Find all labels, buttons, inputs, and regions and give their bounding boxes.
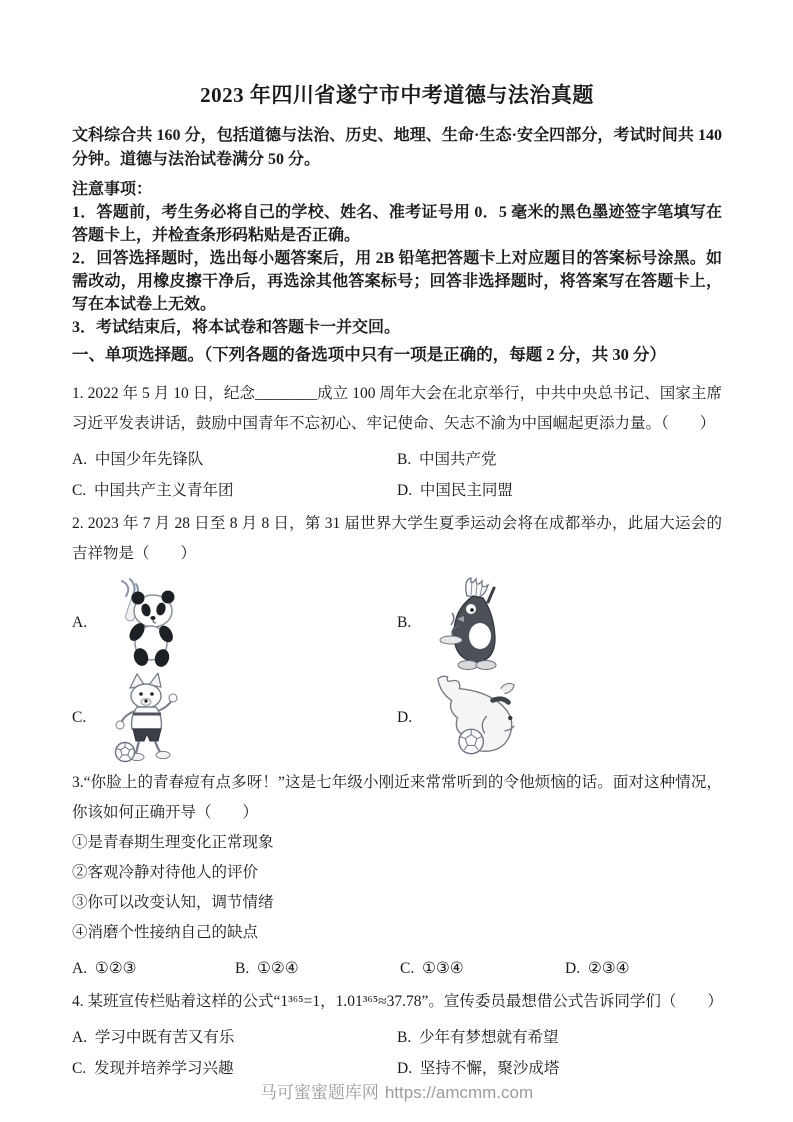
q3-option-d-label: D. — [565, 960, 581, 977]
question-1-stem: 1. 2022 年 5 月 10 日，纪念________成立 100 周年大会在北京举行，中共中央总书记、国家主席习近平发表讲话，鼓励中国青年不忘初心、牢记使命、矢志不渝为中国崛起更添力量。（ ） — [72, 385, 722, 432]
q3-option-a-text: ①②③ — [94, 960, 137, 977]
q4-option-b-label: B. — [397, 1029, 412, 1046]
footer-site-url: https://amcmm.com — [384, 1083, 534, 1102]
q1-option-d-text: 中国民主同盟 — [419, 482, 513, 499]
q3-option-b-text: ①②④ — [256, 960, 299, 977]
q1-option-d-label: D. — [397, 482, 413, 499]
q3-option-d-text: ②③④ — [587, 960, 630, 977]
q2-option-b-label: B. — [397, 614, 412, 631]
q3-statement-4: ④消磨个性接纳自己的缺点 — [72, 924, 259, 941]
note-3: 3．考试结束后，将本试卷和答题卡一并交回。 — [72, 319, 401, 336]
q3-option-b-label: B. — [235, 960, 250, 977]
question-2-stem: 2. 2023 年 7 月 28 日至 8 月 8 日，第 31 届世界大学生夏季运动会将在成都举办，此届大运会的吉祥物是（ ） — [72, 515, 722, 562]
question-3-options — [72, 953, 722, 984]
question-4-options — [72, 1022, 722, 1084]
q3-statement-3: ③你可以改变认知，调节情绪 — [72, 894, 274, 911]
q1-option-c-text: 中国共产主义青年团 — [93, 482, 234, 499]
q4-option-b-text: 少年有梦想就有希望 — [418, 1029, 559, 1046]
q1-option-d — [397, 475, 722, 506]
q2-option-d-label: D. — [397, 709, 413, 726]
q2-option-d — [397, 671, 722, 765]
question-4-stem: 4. 某班宣传栏贴着这样的公式“1³⁶⁵=1，1.01³⁶⁵≈37.78”。宣传委员最想借公式告诉同学们（ ） — [72, 993, 723, 1010]
q3-statement-2: ②客观冷静对待他人的评价 — [72, 864, 259, 881]
q4-option-c-text: 发现并培养学习兴趣 — [93, 1060, 234, 1077]
q3-option-a-label: A. — [72, 960, 88, 977]
q2-option-b — [397, 575, 722, 671]
q1-option-a — [72, 444, 397, 475]
question-2-image-options — [72, 575, 722, 765]
footer-site-name: 马可蜜蜜题库网 — [259, 1083, 379, 1102]
q4-option-d-text: 坚持不懈，聚沙成塔 — [419, 1060, 560, 1077]
bird-chef-mascot-image — [431, 576, 511, 671]
note-1: 1．答题前，考生务必将自己的学校、姓名、准考证号用 0．5 毫米的黑色墨迹签字笔填写在答题卡上，并检查条形码粘贴是否正确。 — [72, 204, 722, 244]
q2-option-c-label: C. — [72, 709, 87, 726]
q2-option-c — [72, 671, 397, 765]
q4-option-b — [397, 1022, 722, 1053]
q4-option-d-label: D. — [397, 1060, 413, 1077]
q4-option-a-text: 学习中既有苦又有乐 — [94, 1029, 235, 1046]
note-2: 2．回答选择题时，选出每小题答案后，用 2B 铅笔把答题卡上对应题目的答案标号涂黑。如需改动，用橡皮擦干净后，再选涂其他答案标号；回答非选择题时，将答案写在答题卡上，写在本试卷上无效。 — [72, 250, 722, 313]
q1-option-a-text: 中国少年先锋队 — [94, 451, 204, 468]
page-title: 2023 年四川省遂宁市中考道德与法治真题 — [200, 83, 594, 107]
q3-option-c — [400, 953, 565, 984]
q3-option-c-text: ①③④ — [421, 960, 464, 977]
panda-torch-mascot-image — [106, 577, 186, 669]
dolphin-football-mascot-image — [431, 673, 526, 763]
q3-option-b — [235, 953, 400, 984]
question-1-options — [72, 444, 722, 506]
q1-option-b — [397, 444, 722, 475]
exam-intro: 文科综合共 160 分，包括道德与法治、历史、地理、生命·生态·安全四部分，考试时间共 140 分钟。道德与法治试卷满分 50 分。 — [72, 127, 722, 168]
q1-option-a-label: A. — [72, 451, 88, 468]
notes-heading: 注意事项： — [72, 181, 153, 198]
q3-statement-1: ①是青春期生理变化正常现象 — [72, 834, 274, 851]
q1-option-b-text: 中国共产党 — [418, 451, 497, 468]
q4-option-c-label: C. — [72, 1060, 87, 1077]
q3-option-d — [565, 953, 722, 984]
q2-option-a — [72, 575, 397, 671]
q4-option-a — [72, 1022, 397, 1053]
wolf-football-mascot-image — [106, 673, 184, 763]
q2-option-a-label: A. — [72, 614, 88, 631]
q1-option-c-label: C. — [72, 482, 87, 499]
question-3-stem: 3.“你脸上的青春痘有点多呀！”这是七年级小刚近来常常听到的令他烦恼的话。面对这种情况，你该如何正确开导（ ） — [72, 774, 722, 821]
footer-watermark — [0, 1078, 793, 1103]
q1-option-b-label: B. — [397, 451, 412, 468]
q1-option-c — [72, 475, 397, 506]
q4-option-a-label: A. — [72, 1029, 88, 1046]
section-1-heading: 一、单项选择题。（下列各题的备选项中只有一项是正确的，每题 2 分，共 30 分） — [72, 345, 666, 364]
q3-option-c-label: C. — [400, 960, 415, 977]
q3-option-a — [72, 953, 235, 984]
